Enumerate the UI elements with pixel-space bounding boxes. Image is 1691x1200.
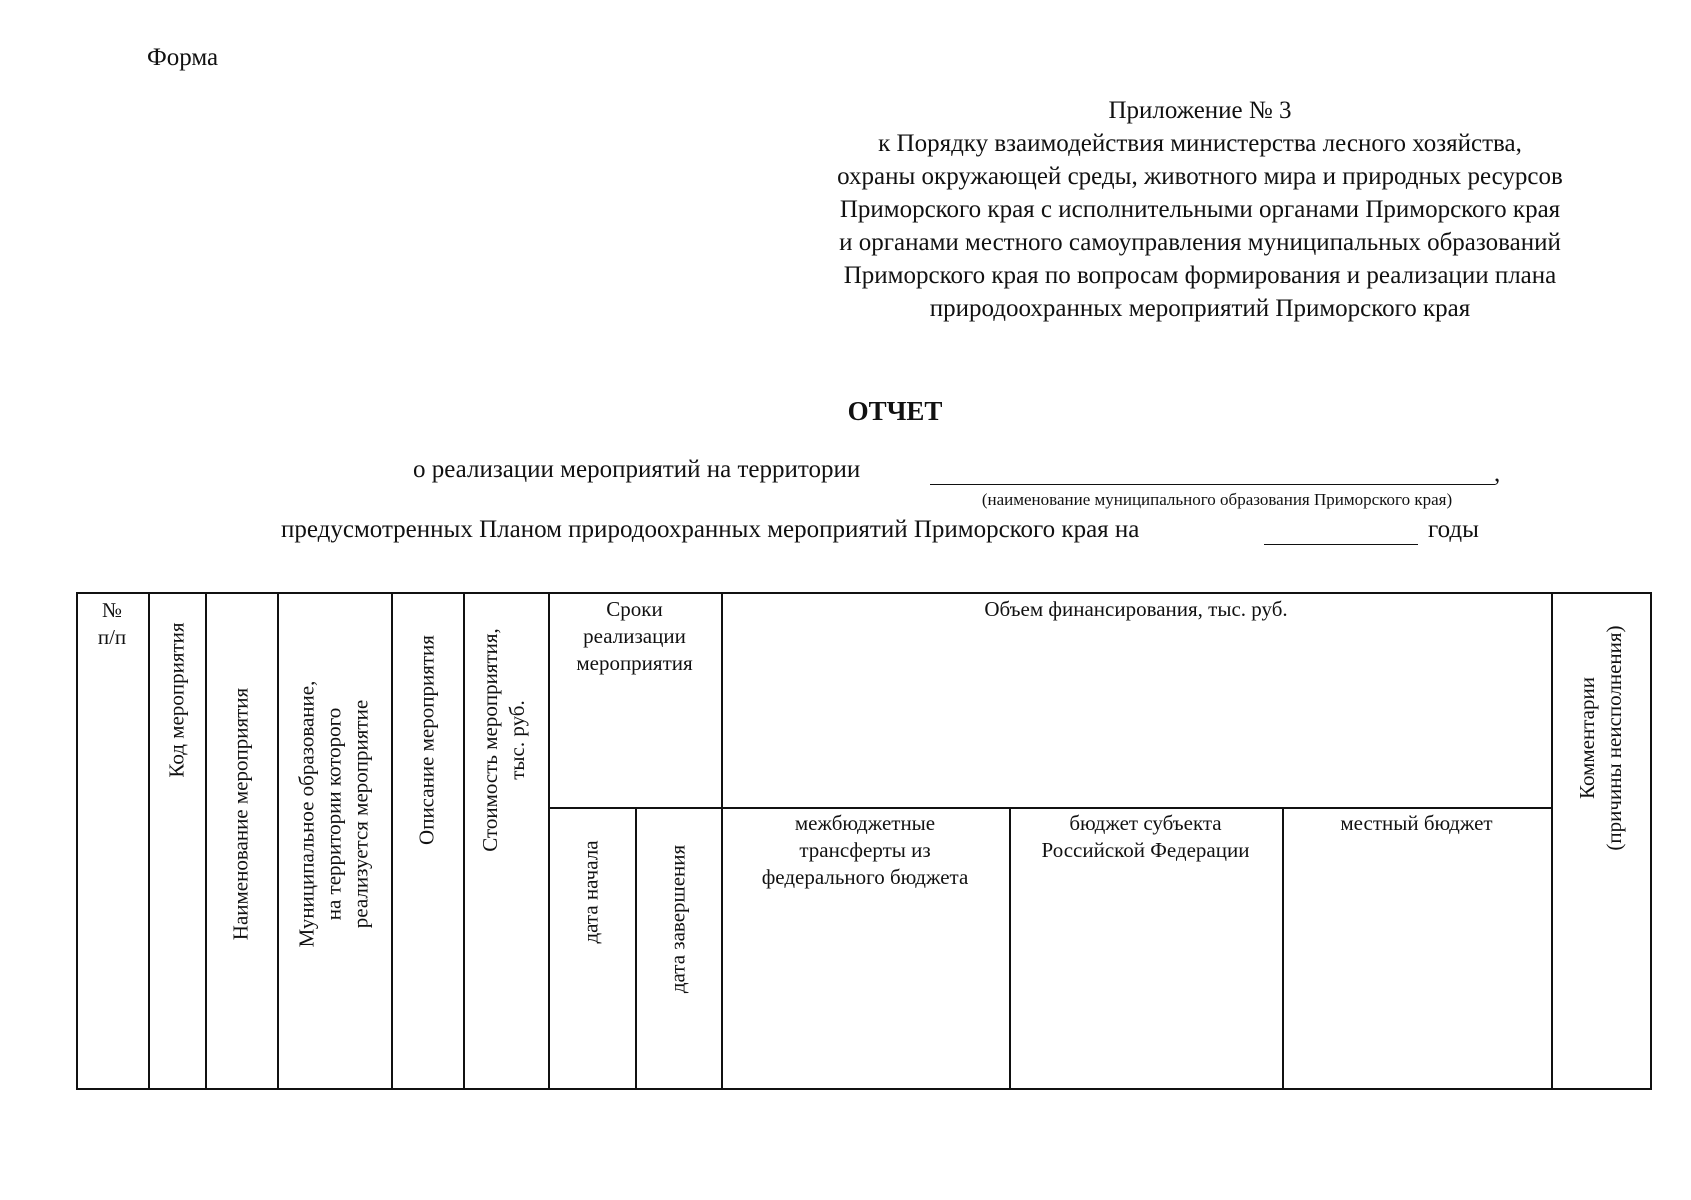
header-end-date: дата завершения — [665, 844, 690, 994]
territory-blank-field[interactable] — [930, 484, 1495, 485]
years-blank-field[interactable] — [1264, 544, 1418, 545]
appendix-line: Приморского края с исполнительными органами Приморского края — [839, 196, 1561, 223]
appendix-line: охраны окружающей среды, животного мира и природных ресурсов — [837, 163, 1563, 190]
territory-hint: (наименование муниципального образования Приморского края) — [981, 490, 1453, 509]
header-start-date: дата начала — [578, 840, 603, 944]
header-code: Код мероприятия — [164, 622, 189, 778]
header-cost: Стоимость мероприятия, тыс. руб. — [478, 628, 529, 852]
years-label: годы — [1428, 516, 1479, 543]
header-terms: Сроки реализации мероприятия — [576, 597, 693, 675]
col-divider — [391, 592, 393, 1090]
appendix-line: и органами местного самоуправления муниципальных образований — [839, 229, 1561, 256]
header-num: № п/п — [97, 598, 127, 649]
col-divider — [463, 592, 465, 1090]
header-municipality: Муниципальное образование, на территории которого реализуется мероприятие — [294, 680, 373, 948]
table-border-right — [1650, 592, 1652, 1090]
header-federal: межбюджетные трансферты из федерального бюджета — [761, 811, 969, 889]
table-border-left — [76, 592, 78, 1090]
header-name: Наименование мероприятия — [228, 687, 253, 941]
header-regional: бюджет субъекта Российской Федерации — [1041, 811, 1250, 862]
report-subtitle-line2: предусмотренных Планом природоохранных мероприятий Приморского края на — [281, 516, 1140, 543]
report-subtitle-line1: о реализации мероприятий на территории — [413, 456, 861, 483]
appendix-line: природоохранных мероприятий Приморского края — [929, 295, 1471, 322]
appendix-line: к Порядку взаимодействия министерства лесного хозяйства, — [878, 130, 1522, 157]
form-label: Форма — [147, 44, 219, 71]
territory-comma: , — [1494, 460, 1501, 487]
table-border-top — [76, 592, 1652, 594]
header-description: Описание мероприятия — [414, 635, 439, 845]
subcol-divider — [635, 807, 637, 1090]
subcol-divider — [1282, 807, 1284, 1090]
col-divider — [277, 592, 279, 1090]
report-table — [76, 592, 1652, 1090]
col-divider — [205, 592, 207, 1090]
report-title: ОТЧЕТ — [847, 396, 943, 426]
header-local: местный бюджет — [1340, 811, 1493, 835]
appendix-line: Приморского края по вопросам формирования и реализации плана — [843, 262, 1557, 289]
subheader-divider — [548, 807, 1551, 809]
appendix-line: Приложение № 3 — [1108, 97, 1292, 124]
col-divider — [148, 592, 150, 1090]
header-financing: Объем финансирования, тыс. руб. — [984, 597, 1288, 621]
appendix-block — [760, 94, 1640, 325]
header-comments: Комментарии (причины неисполнения) — [1575, 625, 1626, 851]
table-border-bottom — [76, 1088, 1652, 1090]
col-divider — [1551, 592, 1553, 1090]
